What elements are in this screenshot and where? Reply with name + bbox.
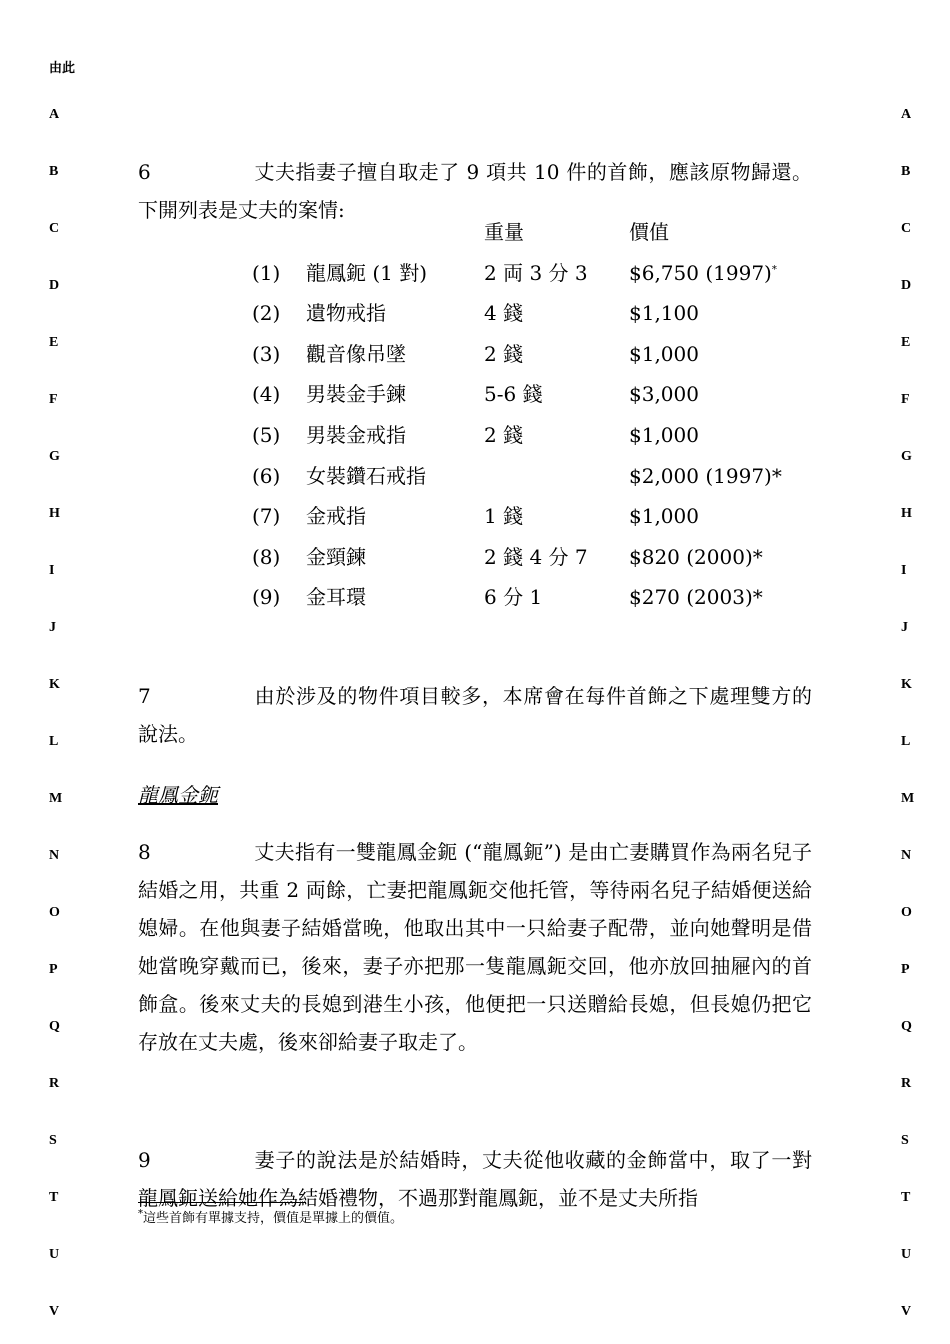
paragraph-text: 由於涉及的物件項目較多，本席會在每件首飾之下處理雙方的說法。 — [138, 684, 812, 746]
right-margin-letter: D — [901, 278, 912, 293]
row-index: (9) — [252, 585, 281, 610]
left-margin-letter: J — [49, 620, 56, 635]
row-weight: 1 錢 — [484, 504, 524, 529]
row-value: $820 (2000)* — [629, 544, 763, 569]
row-item: 男裝金手鍊 — [306, 382, 406, 407]
value-footnote-mark: * — [771, 263, 777, 275]
left-margin-letter: I — [49, 563, 55, 578]
right-margin-letter: T — [901, 1190, 911, 1205]
row-item: 觀音像吊墜 — [306, 341, 406, 366]
header-weight: 重量 — [484, 220, 524, 244]
row-item: 遺物戒指 — [306, 301, 386, 326]
paragraph-number: 8 — [138, 840, 151, 864]
table-row — [138, 415, 812, 456]
row-index: (2) — [252, 301, 281, 326]
left-margin-letter: E — [49, 335, 59, 350]
table-row — [138, 293, 812, 334]
row-weight: 2 両 3 分 3 — [484, 260, 588, 285]
paragraph-text: 丈夫指有一雙龍鳳金鈪 (“龍鳳鈪”) 是由亡妻購買作為兩名兒子結婚之用，共重 2 両餘，亡妻把龍鳳鈪交他托管，等待兩名兒子結婚便送給媳婦。在他與妻子結婚當晚，他取出其中一只給妻子配帶，並向她聲明是借她當晚穿戴而已，後來，妻子亦把那一隻龍鳳鈪交回，他亦放回抽屜內的首飾盒。後來丈夫的長媳到港生小孩，他便把一只送贈給長媳，但長媳仍把它存放在丈夫處，後來卻給妻子取走了。 — [138, 840, 812, 1054]
table-row — [138, 253, 812, 294]
row-value: $6,750 (1997)* — [629, 260, 777, 285]
left-margin-letter: T — [49, 1190, 59, 1205]
row-index: (1) — [252, 260, 281, 285]
right-margin-letter: N — [901, 848, 912, 863]
left-margin-letter: F — [49, 392, 58, 407]
header-tag: 由此 — [49, 61, 76, 76]
paragraph-text: 丈夫指妻子擅自取走了 9 項共 10 件的首飾，應該原物歸還。下開列表是丈夫的案情: — [138, 160, 812, 222]
left-margin-letter: A — [49, 107, 60, 122]
paragraph-7 — [138, 657, 812, 773]
row-item: 金頸鍊 — [306, 544, 366, 569]
table-header-row — [138, 212, 812, 253]
left-margin-letter: P — [49, 962, 58, 977]
left-margin-letter: N — [49, 848, 60, 863]
table-row — [138, 577, 812, 618]
right-margin-letter: B — [901, 164, 911, 179]
jewellery-table — [138, 212, 812, 618]
right-margin-letter: H — [901, 506, 912, 521]
left-margin-letter: U — [49, 1247, 60, 1262]
left-margin-letter: S — [49, 1133, 57, 1148]
right-margin-letter: L — [901, 734, 911, 749]
left-margin-letter: D — [49, 278, 60, 293]
table-row — [138, 496, 812, 537]
right-margin-letter: G — [901, 449, 912, 464]
row-value: $2,000 (1997)* — [629, 463, 782, 488]
table-row — [138, 334, 812, 375]
left-margin-letter: K — [49, 677, 60, 692]
footnote — [138, 1210, 403, 1228]
row-item: 女裝鑽石戒指 — [306, 463, 426, 488]
row-index: (4) — [252, 382, 281, 407]
row-item: 金耳環 — [306, 585, 366, 610]
footnote-text: 這些首飾有單據支持，價值是單據上的價值。 — [143, 1211, 404, 1226]
left-margin-letter: G — [49, 449, 60, 464]
row-value: $1,000 — [629, 504, 699, 529]
row-value: $1,000 — [629, 341, 699, 366]
row-index: (8) — [252, 544, 281, 569]
left-margin-letter: B — [49, 164, 59, 179]
row-weight: 2 錢 — [484, 341, 524, 366]
row-index: (5) — [252, 422, 281, 447]
right-margin-letter: C — [901, 221, 912, 236]
paragraph-text: 妻子的說法是於結婚時，丈夫從他收藏的金飾當中，取了一對龍鳳鈪送給她作為結婚禮物，不過那對龍鳳鈪，並不是丈夫所指 — [138, 1148, 812, 1210]
table-body — [138, 253, 812, 618]
right-margin-letter: I — [901, 563, 907, 578]
row-item: 男裝金戒指 — [306, 422, 406, 447]
row-weight: 6 分 1 — [484, 585, 543, 610]
row-value: $1,000 — [629, 422, 699, 447]
left-margin-letter: V — [49, 1304, 60, 1319]
right-margin-letter: R — [901, 1076, 912, 1091]
paragraph-8 — [138, 813, 812, 1081]
row-value: $1,100 — [629, 301, 699, 326]
row-item: 龍鳳鈪 (1 對) — [306, 260, 428, 285]
right-margin-letter: M — [901, 791, 915, 806]
row-index: (3) — [252, 341, 281, 366]
left-margin-letter: H — [49, 506, 60, 521]
table-row — [138, 537, 812, 578]
right-margin-letter: Q — [901, 1019, 912, 1034]
header-value: 價值 — [629, 220, 669, 244]
footnote-rule — [138, 1202, 306, 1203]
right-margin-letter: K — [901, 677, 912, 692]
section-heading: 龍鳳金鈪 — [138, 783, 218, 807]
row-weight: 5-6 錢 — [484, 382, 543, 407]
left-margin-letter: R — [49, 1076, 60, 1091]
table-row — [138, 374, 812, 415]
left-margin-letter: M — [49, 791, 63, 806]
row-weight: 2 錢 — [484, 422, 524, 447]
paragraph-number: 9 — [138, 1148, 151, 1172]
row-index: (6) — [252, 463, 281, 488]
left-margin-letter: O — [49, 905, 60, 920]
row-value: $3,000 — [629, 382, 699, 407]
right-margin-letter: E — [901, 335, 911, 350]
right-margin-letter: V — [901, 1304, 912, 1319]
paragraph-number: 7 — [138, 684, 151, 708]
left-margin-letter: L — [49, 734, 59, 749]
right-margin-letter: A — [901, 107, 912, 122]
row-weight: 4 錢 — [484, 301, 524, 326]
row-index: (7) — [252, 504, 281, 529]
left-margin-letter: C — [49, 221, 60, 236]
paragraph-number: 6 — [138, 160, 151, 184]
right-margin-letter: F — [901, 392, 910, 407]
right-margin-letter: S — [901, 1133, 909, 1148]
right-margin-letter: P — [901, 962, 910, 977]
right-margin-letter: U — [901, 1247, 912, 1262]
row-weight: 2 錢 4 分 7 — [484, 544, 588, 569]
table-row — [138, 456, 812, 497]
row-value: $270 (2003)* — [629, 585, 763, 610]
right-margin-letter: O — [901, 905, 912, 920]
footnote-mark: * — [138, 1208, 143, 1220]
row-item: 金戒指 — [306, 504, 366, 529]
left-margin-letter: Q — [49, 1019, 60, 1034]
right-margin-letter: J — [901, 620, 908, 635]
